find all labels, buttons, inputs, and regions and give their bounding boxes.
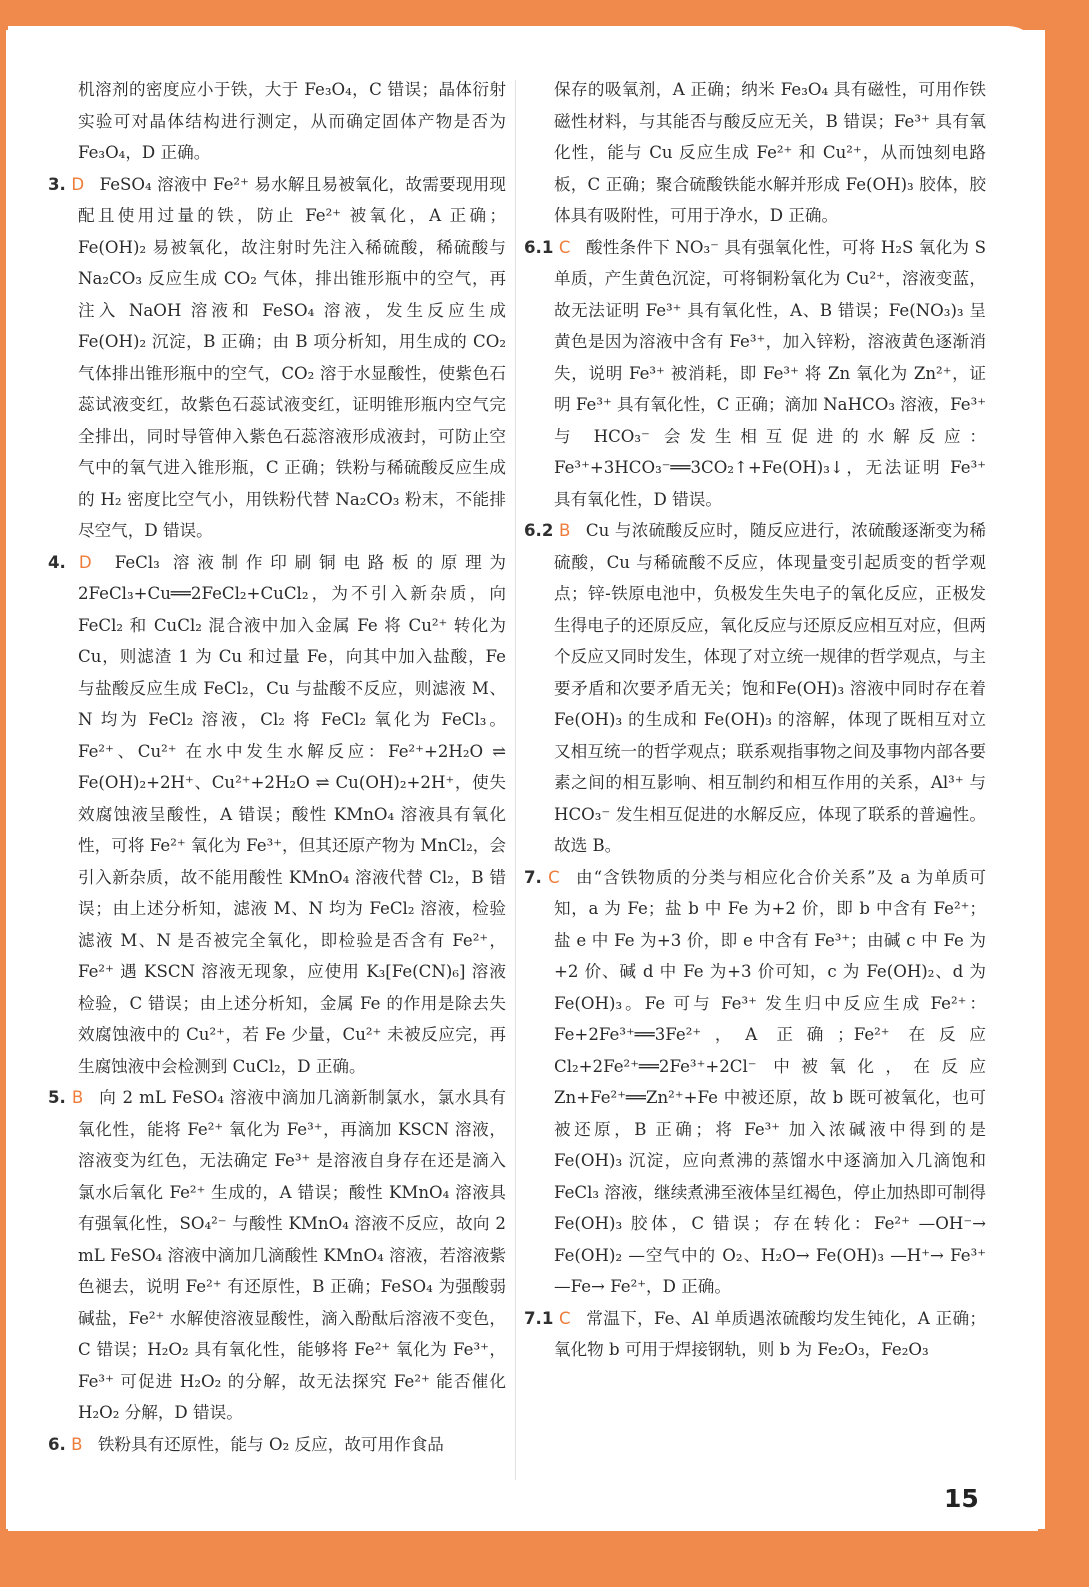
answer-text: 机溶剂的密度应小于铁，大于 Fe₃O₄，C 错误；晶体衍射实验可对晶体结构进行测定，从而确定固体产物是否为 Fe₃O₄，D 正确。 xyxy=(78,80,506,162)
answer-choice: C xyxy=(558,237,571,257)
question-number: 3. xyxy=(48,174,66,194)
answer-choice: C xyxy=(548,867,560,887)
question-number: 6.1 xyxy=(524,237,554,257)
orange-frame-right xyxy=(1045,0,1089,1587)
answer-item-5 xyxy=(48,1082,506,1429)
question-number: 7.1 xyxy=(524,1308,554,1328)
answer-item-6 xyxy=(48,1429,506,1461)
orange-frame-bottom xyxy=(0,1529,1089,1587)
answer-choice: B xyxy=(558,521,571,540)
answer-item-7-1 xyxy=(524,1303,986,1366)
answer-choice: B xyxy=(71,1088,84,1107)
question-number: 6.2 xyxy=(524,521,554,540)
answer-item-6-1 xyxy=(524,232,986,516)
answer-choice: C xyxy=(559,1308,571,1328)
question-number: 4. xyxy=(48,552,66,572)
answer-text: 向 2 mL FeSO₄ 溶液中滴加几滴新制氯水，氯水具有氧化性，能将 Fe²⁺ 氧化为 Fe³⁺，再滴加 KSCN 溶液，溶液变为红色，无法确定 Fe³⁺ 是溶液自身存在还是滴入氯水后氧化 Fe²⁺ 生成的，A 错误；酸性 KMnO₄ 溶液具有强氧化性，SO₄²⁻ 与酸性 KMnO₄ 溶液不反应，故向 2 mL FeSO₄ 溶液中滴加几滴酸性 KMnO₄ 溶液，若溶液紫色褪去，说明 Fe²⁺ 有还原性，B 正确；FeSO₄ 为强酸弱碱盐，Fe²⁺ 水解使溶液显酸性，滴入酚酞后溶液不变色，C 错误；H₂O₂ 具有氧化性，能够将 Fe²⁺ 氧化为 Fe³⁺，Fe³⁺ 可促进 H₂O₂ 的分解，故无法探究 Fe²⁺ 能否催化 H₂O₂ 分解，D 错误。 xyxy=(78,1088,507,1422)
answer-choice: D xyxy=(78,552,92,572)
answer-item-3 xyxy=(48,169,506,547)
left-column xyxy=(48,74,506,1460)
answer-text: 常温下，Fe、Al 单质遇浓硫酸均发生钝化，A 正确；氧化物 b 可用于焊接钢轨，则 b 为 Fe₂O₃，Fe₂O₃ xyxy=(554,1308,986,1359)
page-number: 15 xyxy=(944,1484,979,1513)
question-number: 7. xyxy=(524,867,542,887)
right-column xyxy=(524,74,986,1366)
answer-item-4 xyxy=(48,547,506,1083)
column-divider xyxy=(515,80,516,1480)
answer-item-continued xyxy=(48,74,506,169)
answer-text: 铁粉具有还原性，能与 O₂ 反应，故可用作食品 xyxy=(97,1434,444,1454)
answer-text: 保存的吸氧剂，A 正确；纳米 Fe₃O₄ 具有磁性，可用作铁磁性材料，与其能否与酸反应无关，B 错误；Fe³⁺ 具有氧化性，能与 Cu 反应生成 Fe²⁺ 和 Cu²⁺，从而蚀刻电路板，C 正确；聚合硫酸铁能水解并形成 Fe(OH)₃ 胶体，胶体具有吸附性，可用于净水，D 正确。 xyxy=(554,80,986,225)
answer-item-7 xyxy=(524,862,986,1303)
question-number: 5. xyxy=(48,1088,66,1107)
orange-frame-left xyxy=(0,0,6,1587)
answer-choice: B xyxy=(71,1434,83,1454)
answer-choice: D xyxy=(71,174,85,194)
answer-text: FeCl₃ 溶液制作印刷铜电路板的原理为 2FeCl₃+Cu══2FeCl₂+CuCl₂，为不引入新杂质，向 FeCl₂ 和 CuCl₂ 混合液中加入金属 Fe 将 Cu²⁺ 转化为 Cu，则滤渣 1 为 Cu 和过量 Fe，向其中加入盐酸，Fe 与盐酸反应生成 FeCl₂，Cu 与盐酸不反应，则滤液 M、N 均为 FeCl₂ 溶液，Cl₂ 将 FeCl₂ 氧化为 FeCl₃。Fe²⁺、Cu²⁺ 在水中发生水解反应：Fe²⁺+2H₂O ⇌ Fe(OH)₂+2H⁺、Cu²⁺+2H₂O ⇌ Cu(OH)₂+2H⁺，使失效腐蚀液呈酸性，A 错误；酸性 KMnO₄ 溶液具有氧化性，可将 Fe²⁺ 氧化为 Fe³⁺，但其还原产物为 MnCl₂，会引入新杂质，故不能用酸性 KMnO₄ 溶液代替 Cl₂，B 错误；由上述分析知，滤液 M、N 均为 FeCl₂ 溶液，检验滤液 M、N 是否被完全氧化，即检验是否含有 Fe²⁺，Fe²⁺ 遇 KSCN 溶液无现象，应使用 K₃[Fe(CN)₆] 溶液检验，C 错误；由上述分析知，金属 Fe 的作用是除去失效腐蚀液中的 Cu²⁺，若 Fe 少量，Cu²⁺ 未被反应完，再生腐蚀液中会检测到 CuCl₂，D 正确。 xyxy=(78,552,507,1076)
answer-text: Cu 与浓硫酸反应时，随反应进行，浓硫酸逐渐变为稀硫酸，Cu 与稀硫酸不反应，体现量变引起质变的哲学观点；锌-铁原电池中，负极发生失电子的氧化反应，正极发生得电子的还原反应，氧化反应与还原反应相互对应，但两个反应又同时发生，体现了对立统一规律的哲学观点，与主要矛盾和次要矛盾无关；饱和Fe(OH)₃ 溶液中同时存在着 Fe(OH)₃ 的生成和 Fe(OH)₃ 的溶解，体现了既相互对立又相互统一的哲学观点；联系观指事物之间及事物内部各要素之间的相互影响、相互制约和相互作用的关系，Al³⁺ 与 HCO₃⁻ 发生相互促进的水解反应，体现了联系的普遍性。故选 B。 xyxy=(554,521,986,855)
answer-item-6-2 xyxy=(524,515,986,862)
answer-text: 由“含铁物质的分类与相应化合价关系”及 a 为单质可知，a 为 Fe；盐 b 中 Fe 为+2 价，即 b 中含有 Fe²⁺；盐 e 中 Fe 为+3 价，即 e 中含有 Fe³⁺；由碱 c 中 Fe 为+2 价、碱 d 中 Fe 为+3 价可知，c 为 Fe(OH)₂、d 为 Fe(OH)₃。Fe 可与 Fe³⁺ 发生归中反应生成 Fe²⁺：Fe+2Fe³⁺══3Fe²⁺，A 正确；Fe²⁺ 在反应 Cl₂+2Fe²⁺══2Fe³⁺+2Cl⁻ 中被氧化，在反应 Zn+Fe²⁺══Zn²⁺+Fe 中被还原，故 b 既可被氧化，也可被还原，B 正确；将 Fe³⁺ 加入浓碱液中得到的是 Fe(OH)₃ 沉淀，应向煮沸的蒸馏水中逐滴加入几滴饱和 FeCl₃ 溶液，继续煮沸至液体呈红褐色，停止加热即可制得 Fe(OH)₃ 胶体，C 错误；存在转化：Fe²⁺ —OH⁻→ Fe(OH)₂ —空气中的 O₂、H₂O→ Fe(OH)₃ —H⁺→ Fe³⁺ —Fe→ Fe²⁺，D 正确。 xyxy=(554,867,987,1296)
question-number: 6. xyxy=(48,1434,66,1454)
answer-text: 酸性条件下 NO₃⁻ 具有强氧化性，可将 H₂S 氧化为 S 单质，产生黄色沉淀，可将铜粉氧化为 Cu²⁺，溶液变蓝，故无法证明 Fe³⁺ 具有氧化性，A、B 错误；Fe(NO₃)₃ 呈黄色是因为溶液中含有 Fe³⁺，加入锌粉，溶液黄色逐渐消失，说明 Fe³⁺ 被消耗，即 Fe³⁺ 将 Zn 氧化为 Zn²⁺，证明 Fe³⁺ 具有氧化性，C 正确；滴加 NaHCO₃ 溶液，Fe³⁺ 与 HCO₃⁻ 会发生相互促进的水解反应：Fe³⁺+3HCO₃⁻══3CO₂↑+Fe(OH)₃↓，无法证明 Fe³⁺ 具有氧化性，D 错误。 xyxy=(554,237,986,509)
answer-text: FeSO₄ 溶液中 Fe²⁺ 易水解且易被氧化，故需要现用现配且使用过量的铁，防止 Fe²⁺ 被氧化，A 正确；Fe(OH)₂ 易被氧化，故注射时先注入稀硫酸，稀硫酸与 Na₂CO₃ 反应生成 CO₂ 气体，排出锥形瓶中的空气，再注入 NaOH 溶液和 FeSO₄ 溶液，发生反应生成 Fe(OH)₂ 沉淀，B 正确；由 B 项分析知，用生成的 CO₂ 气体排出锥形瓶中的空气，CO₂ 溶于水显酸性，使紫色石蕊试液变红，故紫色石蕊试液变红，证明锥形瓶内空气完全排出，同时导管伸入紫色石蕊溶液形成液封，可防止空气中的氧气进入锥形瓶，C 正确；铁粉与稀硫酸反应生成的 H₂ 密度比空气小，用铁粉代替 Na₂CO₃ 粉末，不能排尽空气，D 错误。 xyxy=(78,174,506,540)
answer-item-6-continued xyxy=(524,74,986,232)
